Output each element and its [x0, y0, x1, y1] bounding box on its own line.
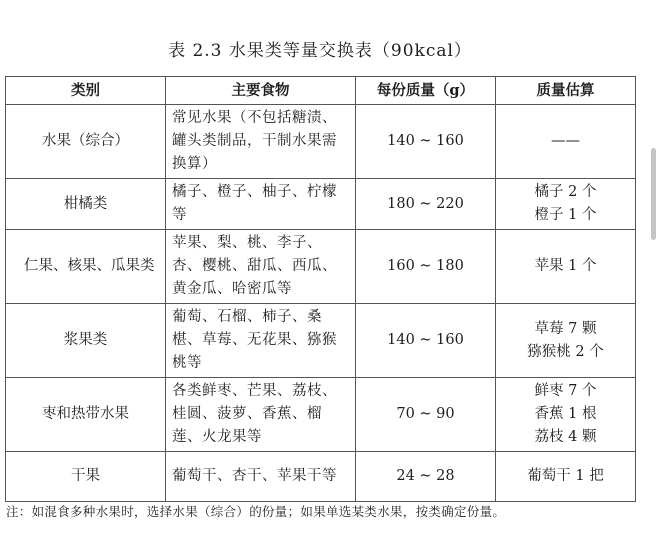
estimate-line: 橙子 1 个 [534, 207, 597, 223]
row-weight: 70 ~ 90 [356, 378, 496, 452]
row-weight: 24 ~ 28 [356, 452, 496, 502]
table-row [6, 179, 636, 230]
table-footnote: 注：如混食多种水果时，选择水果（综合）的份量；如果单选某类水果，按类确定份量。 [6, 504, 506, 519]
row-weight: 160 ~ 180 [356, 230, 496, 304]
header-category: 类别 [6, 77, 166, 105]
estimate-line: 荔枝 4 颗 [534, 429, 597, 445]
row-category: 柑橘类 [6, 179, 166, 230]
row-foods: 葡萄、石榴、柿子、桑椹、草莓、无花果、猕猴桃等 [166, 304, 356, 378]
row-estimate [496, 179, 636, 230]
table-row [6, 105, 636, 179]
row-estimate [496, 304, 636, 378]
header-weight-per-serving: 每份质量（g） [356, 77, 496, 105]
estimate-line: 香蕉 1 根 [534, 406, 597, 422]
estimate-line: 橘子 2 个 [534, 184, 597, 200]
row-category: 干果 [6, 452, 166, 502]
table-row [6, 304, 636, 378]
estimate-line: 猕猴桃 2 个 [527, 343, 604, 360]
table-row [6, 452, 636, 502]
header-weight-estimate: 质量估算 [496, 77, 636, 105]
row-estimate [496, 230, 636, 304]
row-weight: 180 ~ 220 [356, 179, 496, 230]
row-estimate [496, 378, 636, 452]
estimate-line: 鲜枣 7 个 [534, 383, 597, 399]
row-foods: 苹果、梨、桃、李子、杏、樱桃、甜瓜、西瓜、黄金瓜、哈密瓜等 [166, 230, 356, 304]
row-foods: 各类鲜枣、芒果、荔枝、桂圆、菠萝、香蕉、榴莲、火龙果等 [166, 378, 356, 452]
estimate-line: 葡萄干 1 把 [527, 468, 604, 484]
row-category: 水果（综合） [6, 105, 166, 179]
estimate-line: 苹果 1 个 [534, 258, 597, 274]
row-weight: 140 ~ 160 [356, 304, 496, 378]
header-main-foods: 主要食物 [166, 77, 356, 105]
row-category: 仁果、核果、瓜果类 [6, 230, 166, 304]
row-estimate [496, 105, 636, 179]
table-row [6, 378, 636, 452]
row-estimate [496, 452, 636, 502]
table-title: 表 2.3 水果类等量交换表（90kcal） [168, 41, 472, 61]
estimate-line: —— [551, 133, 580, 149]
row-foods: 橘子、橙子、柚子、柠檬等 [166, 179, 356, 230]
fruit-exchange-table [5, 76, 636, 502]
row-weight: 140 ~ 160 [356, 105, 496, 179]
row-foods: 常见水果（不包括糖渍、罐头类制品，干制水果需换算） [166, 105, 356, 179]
vertical-scrollbar[interactable] [651, 148, 656, 240]
table-row [6, 230, 636, 304]
table-header-row [6, 77, 636, 105]
row-foods: 葡萄干、杏干、苹果干等 [166, 452, 356, 502]
estimate-line: 草莓 7 颗 [534, 320, 597, 337]
row-category: 枣和热带水果 [6, 378, 166, 452]
row-category: 浆果类 [6, 304, 166, 378]
